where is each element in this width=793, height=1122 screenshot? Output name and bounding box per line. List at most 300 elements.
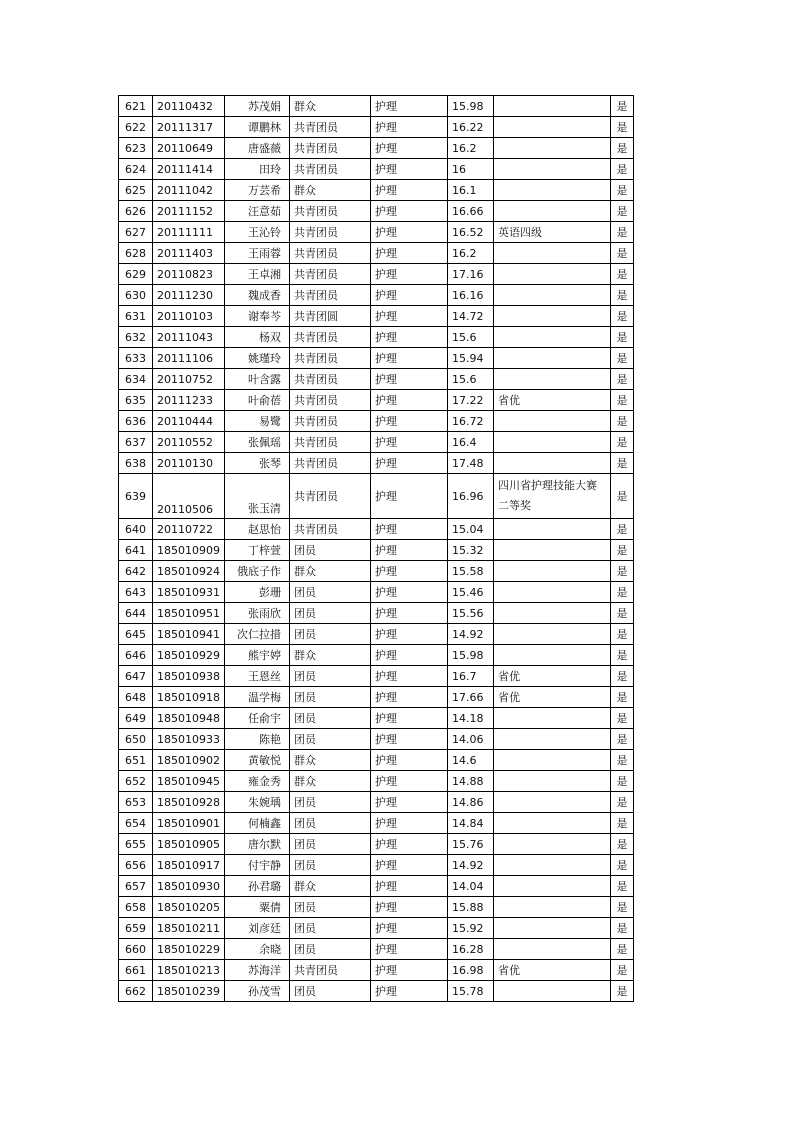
table-row xyxy=(119,666,634,687)
cell-qualified: 是 xyxy=(611,285,634,306)
table-row xyxy=(119,792,634,813)
table-row xyxy=(119,582,634,603)
cell-political-status: 群众 xyxy=(290,180,371,201)
cell-score: 14.92 xyxy=(448,624,494,645)
cell-political-status: 共青团圆 xyxy=(290,306,371,327)
table-row xyxy=(119,540,634,561)
cell-score: 16.22 xyxy=(448,117,494,138)
cell-political-status: 群众 xyxy=(290,96,371,117)
cell-score: 17.16 xyxy=(448,264,494,285)
cell-score: 16.72 xyxy=(448,411,494,432)
cell-qualified: 是 xyxy=(611,939,634,960)
cell-row-number: 653 xyxy=(119,792,153,813)
cell-qualified: 是 xyxy=(611,201,634,222)
cell-student-id: 20111414 xyxy=(153,159,225,180)
cell-student-id: 20110432 xyxy=(153,96,225,117)
cell-qualified: 是 xyxy=(611,645,634,666)
cell-major: 护理 xyxy=(371,771,448,792)
cell-score: 14.6 xyxy=(448,750,494,771)
cell-score: 16.96 xyxy=(448,474,494,519)
table-row xyxy=(119,96,634,117)
cell-remark xyxy=(494,348,611,369)
cell-qualified: 是 xyxy=(611,390,634,411)
cell-row-number: 648 xyxy=(119,687,153,708)
table-row xyxy=(119,834,634,855)
cell-row-number: 639 xyxy=(119,474,153,519)
cell-row-number: 635 xyxy=(119,390,153,411)
cell-student-id: 185010918 xyxy=(153,687,225,708)
cell-political-status: 共青团员 xyxy=(290,960,371,981)
cell-score: 17.48 xyxy=(448,453,494,474)
student-roster-table xyxy=(118,95,634,1002)
cell-major: 护理 xyxy=(371,159,448,180)
cell-remark xyxy=(494,708,611,729)
cell-student-id: 185010941 xyxy=(153,624,225,645)
cell-student-name: 朱婉瑀 xyxy=(225,792,290,813)
cell-political-status: 团员 xyxy=(290,540,371,561)
cell-row-number: 661 xyxy=(119,960,153,981)
cell-remark xyxy=(494,117,611,138)
cell-score: 14.86 xyxy=(448,792,494,813)
cell-row-number: 650 xyxy=(119,729,153,750)
cell-qualified: 是 xyxy=(611,306,634,327)
cell-major: 护理 xyxy=(371,369,448,390)
cell-qualified: 是 xyxy=(611,519,634,540)
cell-qualified: 是 xyxy=(611,474,634,519)
cell-score: 14.06 xyxy=(448,729,494,750)
cell-row-number: 645 xyxy=(119,624,153,645)
cell-qualified: 是 xyxy=(611,708,634,729)
table-row xyxy=(119,390,634,411)
cell-political-status: 共青团员 xyxy=(290,411,371,432)
cell-qualified: 是 xyxy=(611,855,634,876)
cell-student-name: 温学梅 xyxy=(225,687,290,708)
cell-score: 15.58 xyxy=(448,561,494,582)
cell-qualified: 是 xyxy=(611,729,634,750)
cell-qualified: 是 xyxy=(611,327,634,348)
cell-row-number: 637 xyxy=(119,432,153,453)
cell-student-name: 王雨蓉 xyxy=(225,243,290,264)
cell-student-name: 唐尔默 xyxy=(225,834,290,855)
table-row xyxy=(119,519,634,540)
cell-remark xyxy=(494,792,611,813)
cell-student-name: 谭鹏林 xyxy=(225,117,290,138)
cell-student-id: 185010213 xyxy=(153,960,225,981)
cell-row-number: 629 xyxy=(119,264,153,285)
cell-student-id: 185010211 xyxy=(153,918,225,939)
cell-score: 16 xyxy=(448,159,494,180)
cell-student-name: 易鹭 xyxy=(225,411,290,432)
cell-student-id: 20110649 xyxy=(153,138,225,159)
cell-score: 15.98 xyxy=(448,96,494,117)
cell-political-status: 共青团员 xyxy=(290,390,371,411)
cell-qualified: 是 xyxy=(611,624,634,645)
table-row xyxy=(119,243,634,264)
cell-major: 护理 xyxy=(371,834,448,855)
cell-student-id: 20111230 xyxy=(153,285,225,306)
cell-remark xyxy=(494,855,611,876)
cell-row-number: 651 xyxy=(119,750,153,771)
cell-student-name: 刘彦廷 xyxy=(225,918,290,939)
cell-major: 护理 xyxy=(371,138,448,159)
cell-political-status: 共青团员 xyxy=(290,474,371,519)
cell-row-number: 652 xyxy=(119,771,153,792)
cell-row-number: 644 xyxy=(119,603,153,624)
cell-student-name: 万芸希 xyxy=(225,180,290,201)
cell-qualified: 是 xyxy=(611,666,634,687)
cell-student-id: 20110552 xyxy=(153,432,225,453)
cell-major: 护理 xyxy=(371,327,448,348)
table-row xyxy=(119,411,634,432)
student-roster-table-wrapper xyxy=(118,95,634,1002)
cell-major: 护理 xyxy=(371,960,448,981)
cell-qualified: 是 xyxy=(611,876,634,897)
cell-qualified: 是 xyxy=(611,264,634,285)
cell-row-number: 640 xyxy=(119,519,153,540)
cell-major: 护理 xyxy=(371,981,448,1002)
cell-political-status: 团员 xyxy=(290,981,371,1002)
table-row xyxy=(119,222,634,243)
cell-remark xyxy=(494,519,611,540)
table-row xyxy=(119,939,634,960)
cell-student-id: 185010931 xyxy=(153,582,225,603)
cell-row-number: 641 xyxy=(119,540,153,561)
cell-qualified: 是 xyxy=(611,834,634,855)
cell-political-status: 群众 xyxy=(290,561,371,582)
cell-qualified: 是 xyxy=(611,411,634,432)
cell-major: 护理 xyxy=(371,708,448,729)
cell-row-number: 662 xyxy=(119,981,153,1002)
cell-major: 护理 xyxy=(371,897,448,918)
cell-remark xyxy=(494,369,611,390)
cell-remark xyxy=(494,243,611,264)
table-row xyxy=(119,897,634,918)
cell-qualified: 是 xyxy=(611,981,634,1002)
cell-row-number: 660 xyxy=(119,939,153,960)
table-row xyxy=(119,603,634,624)
cell-qualified: 是 xyxy=(611,603,634,624)
cell-qualified: 是 xyxy=(611,222,634,243)
cell-qualified: 是 xyxy=(611,159,634,180)
cell-political-status: 团员 xyxy=(290,603,371,624)
cell-score: 15.98 xyxy=(448,645,494,666)
cell-row-number: 646 xyxy=(119,645,153,666)
cell-student-name: 王恩丝 xyxy=(225,666,290,687)
cell-score: 15.6 xyxy=(448,369,494,390)
cell-score: 15.04 xyxy=(448,519,494,540)
cell-political-status: 团员 xyxy=(290,918,371,939)
cell-political-status: 共青团员 xyxy=(290,117,371,138)
table-row xyxy=(119,474,634,519)
cell-remark xyxy=(494,411,611,432)
cell-political-status: 团员 xyxy=(290,624,371,645)
cell-remark: 省优 xyxy=(494,960,611,981)
cell-student-id: 20110722 xyxy=(153,519,225,540)
cell-political-status: 共青团员 xyxy=(290,222,371,243)
table-row xyxy=(119,645,634,666)
table-row xyxy=(119,117,634,138)
table-row xyxy=(119,960,634,981)
cell-political-status: 共青团员 xyxy=(290,243,371,264)
table-row xyxy=(119,285,634,306)
table-row xyxy=(119,876,634,897)
cell-political-status: 群众 xyxy=(290,771,371,792)
cell-major: 护理 xyxy=(371,453,448,474)
cell-political-status: 共青团员 xyxy=(290,348,371,369)
cell-score: 14.18 xyxy=(448,708,494,729)
cell-student-id: 20111317 xyxy=(153,117,225,138)
cell-qualified: 是 xyxy=(611,813,634,834)
cell-score: 16.52 xyxy=(448,222,494,243)
cell-student-name: 孙君璐 xyxy=(225,876,290,897)
cell-student-name: 张琴 xyxy=(225,453,290,474)
cell-student-id: 185010901 xyxy=(153,813,225,834)
cell-qualified: 是 xyxy=(611,117,634,138)
cell-remark xyxy=(494,918,611,939)
cell-remark xyxy=(494,180,611,201)
cell-remark xyxy=(494,264,611,285)
cell-student-id: 20110103 xyxy=(153,306,225,327)
cell-remark xyxy=(494,432,611,453)
cell-qualified: 是 xyxy=(611,369,634,390)
cell-student-id: 185010902 xyxy=(153,750,225,771)
cell-qualified: 是 xyxy=(611,687,634,708)
cell-student-id: 20110130 xyxy=(153,453,225,474)
cell-score: 15.78 xyxy=(448,981,494,1002)
cell-student-name: 张玉清 xyxy=(225,474,290,519)
cell-student-id: 185010933 xyxy=(153,729,225,750)
table-row xyxy=(119,771,634,792)
cell-student-name: 田玲 xyxy=(225,159,290,180)
cell-remark xyxy=(494,201,611,222)
cell-major: 护理 xyxy=(371,411,448,432)
cell-major: 护理 xyxy=(371,348,448,369)
cell-major: 护理 xyxy=(371,519,448,540)
cell-score: 16.28 xyxy=(448,939,494,960)
cell-qualified: 是 xyxy=(611,960,634,981)
cell-student-name: 赵思怡 xyxy=(225,519,290,540)
cell-score: 16.66 xyxy=(448,201,494,222)
cell-row-number: 658 xyxy=(119,897,153,918)
cell-remark xyxy=(494,645,611,666)
cell-student-name: 王卓湘 xyxy=(225,264,290,285)
cell-remark xyxy=(494,453,611,474)
cell-student-name: 张佩瑶 xyxy=(225,432,290,453)
cell-row-number: 634 xyxy=(119,369,153,390)
cell-student-id: 20111111 xyxy=(153,222,225,243)
table-row xyxy=(119,180,634,201)
cell-political-status: 团员 xyxy=(290,855,371,876)
table-row xyxy=(119,855,634,876)
cell-political-status: 共青团员 xyxy=(290,264,371,285)
cell-political-status: 共青团员 xyxy=(290,369,371,390)
cell-student-name: 何楠鑫 xyxy=(225,813,290,834)
table-row xyxy=(119,453,634,474)
cell-student-id: 20110506 xyxy=(153,474,225,519)
cell-remark xyxy=(494,306,611,327)
cell-major: 护理 xyxy=(371,561,448,582)
cell-remark xyxy=(494,750,611,771)
cell-student-name: 王沁铃 xyxy=(225,222,290,243)
cell-major: 护理 xyxy=(371,540,448,561)
cell-row-number: 659 xyxy=(119,918,153,939)
cell-student-name: 叶含露 xyxy=(225,369,290,390)
cell-qualified: 是 xyxy=(611,180,634,201)
cell-row-number: 655 xyxy=(119,834,153,855)
cell-student-id: 185010909 xyxy=(153,540,225,561)
cell-student-id: 20110823 xyxy=(153,264,225,285)
cell-major: 护理 xyxy=(371,96,448,117)
cell-remark: 省优 xyxy=(494,687,611,708)
cell-score: 15.92 xyxy=(448,918,494,939)
cell-score: 15.88 xyxy=(448,897,494,918)
cell-remark: 省优 xyxy=(494,666,611,687)
cell-major: 护理 xyxy=(371,603,448,624)
table-row xyxy=(119,750,634,771)
cell-major: 护理 xyxy=(371,918,448,939)
cell-qualified: 是 xyxy=(611,243,634,264)
cell-major: 护理 xyxy=(371,750,448,771)
cell-student-id: 20111106 xyxy=(153,348,225,369)
cell-remark: 四川省护理技能大赛二等奖 xyxy=(494,474,611,519)
cell-student-id: 185010917 xyxy=(153,855,225,876)
cell-remark xyxy=(494,813,611,834)
cell-major: 护理 xyxy=(371,687,448,708)
table-row xyxy=(119,918,634,939)
cell-remark xyxy=(494,624,611,645)
cell-major: 护理 xyxy=(371,876,448,897)
cell-score: 14.92 xyxy=(448,855,494,876)
cell-student-name: 雍金秀 xyxy=(225,771,290,792)
cell-remark xyxy=(494,327,611,348)
table-row xyxy=(119,624,634,645)
cell-qualified: 是 xyxy=(611,432,634,453)
table-row xyxy=(119,708,634,729)
cell-major: 护理 xyxy=(371,390,448,411)
cell-score: 14.04 xyxy=(448,876,494,897)
cell-major: 护理 xyxy=(371,264,448,285)
cell-remark xyxy=(494,771,611,792)
cell-student-id: 20111152 xyxy=(153,201,225,222)
cell-qualified: 是 xyxy=(611,96,634,117)
cell-row-number: 649 xyxy=(119,708,153,729)
cell-student-name: 付宇静 xyxy=(225,855,290,876)
cell-row-number: 627 xyxy=(119,222,153,243)
cell-remark xyxy=(494,285,611,306)
cell-student-id: 185010239 xyxy=(153,981,225,1002)
cell-row-number: 642 xyxy=(119,561,153,582)
cell-major: 护理 xyxy=(371,222,448,243)
cell-qualified: 是 xyxy=(611,897,634,918)
cell-student-name: 次仁拉措 xyxy=(225,624,290,645)
cell-student-id: 20111233 xyxy=(153,390,225,411)
cell-student-id: 185010945 xyxy=(153,771,225,792)
cell-political-status: 群众 xyxy=(290,876,371,897)
cell-student-name: 姚瑾玲 xyxy=(225,348,290,369)
cell-student-name: 余晓 xyxy=(225,939,290,960)
cell-major: 护理 xyxy=(371,474,448,519)
cell-student-name: 任俞宇 xyxy=(225,708,290,729)
cell-score: 15.32 xyxy=(448,540,494,561)
cell-remark xyxy=(494,561,611,582)
cell-student-id: 20110752 xyxy=(153,369,225,390)
cell-student-id: 20111043 xyxy=(153,327,225,348)
cell-political-status: 共青团员 xyxy=(290,519,371,540)
table-row xyxy=(119,729,634,750)
cell-major: 护理 xyxy=(371,285,448,306)
cell-political-status: 共青团员 xyxy=(290,285,371,306)
cell-major: 护理 xyxy=(371,582,448,603)
cell-row-number: 647 xyxy=(119,666,153,687)
table-row xyxy=(119,348,634,369)
cell-student-id: 185010938 xyxy=(153,666,225,687)
cell-student-name: 陈艳 xyxy=(225,729,290,750)
cell-political-status: 团员 xyxy=(290,687,371,708)
cell-student-name: 唐盛薇 xyxy=(225,138,290,159)
cell-political-status: 团员 xyxy=(290,834,371,855)
cell-qualified: 是 xyxy=(611,918,634,939)
cell-row-number: 656 xyxy=(119,855,153,876)
cell-remark xyxy=(494,939,611,960)
cell-score: 14.88 xyxy=(448,771,494,792)
cell-political-status: 群众 xyxy=(290,750,371,771)
cell-political-status: 共青团员 xyxy=(290,327,371,348)
cell-student-id: 185010924 xyxy=(153,561,225,582)
cell-political-status: 团员 xyxy=(290,792,371,813)
cell-political-status: 团员 xyxy=(290,708,371,729)
cell-major: 护理 xyxy=(371,939,448,960)
cell-qualified: 是 xyxy=(611,750,634,771)
cell-student-id: 20111403 xyxy=(153,243,225,264)
cell-student-id: 185010930 xyxy=(153,876,225,897)
cell-student-name: 熊宇婷 xyxy=(225,645,290,666)
cell-student-id: 20110444 xyxy=(153,411,225,432)
cell-qualified: 是 xyxy=(611,561,634,582)
cell-student-name: 汪意茹 xyxy=(225,201,290,222)
cell-major: 护理 xyxy=(371,813,448,834)
cell-major: 护理 xyxy=(371,666,448,687)
cell-student-id: 185010948 xyxy=(153,708,225,729)
cell-row-number: 631 xyxy=(119,306,153,327)
cell-student-name: 苏海洋 xyxy=(225,960,290,981)
cell-row-number: 643 xyxy=(119,582,153,603)
cell-political-status: 共青团员 xyxy=(290,453,371,474)
table-row xyxy=(119,561,634,582)
cell-score: 15.6 xyxy=(448,327,494,348)
cell-score: 16.2 xyxy=(448,138,494,159)
cell-student-id: 185010928 xyxy=(153,792,225,813)
table-row xyxy=(119,201,634,222)
cell-student-id: 185010229 xyxy=(153,939,225,960)
cell-political-status: 共青团员 xyxy=(290,159,371,180)
cell-student-name: 粟倩 xyxy=(225,897,290,918)
cell-major: 护理 xyxy=(371,180,448,201)
cell-student-id: 20111042 xyxy=(153,180,225,201)
cell-remark xyxy=(494,603,611,624)
cell-political-status: 团员 xyxy=(290,897,371,918)
cell-political-status: 共青团员 xyxy=(290,201,371,222)
cell-score: 16.2 xyxy=(448,243,494,264)
cell-major: 护理 xyxy=(371,645,448,666)
cell-qualified: 是 xyxy=(611,138,634,159)
cell-score: 16.98 xyxy=(448,960,494,981)
cell-score: 14.84 xyxy=(448,813,494,834)
cell-row-number: 626 xyxy=(119,201,153,222)
cell-row-number: 623 xyxy=(119,138,153,159)
cell-major: 护理 xyxy=(371,729,448,750)
cell-major: 护理 xyxy=(371,306,448,327)
table-row xyxy=(119,327,634,348)
